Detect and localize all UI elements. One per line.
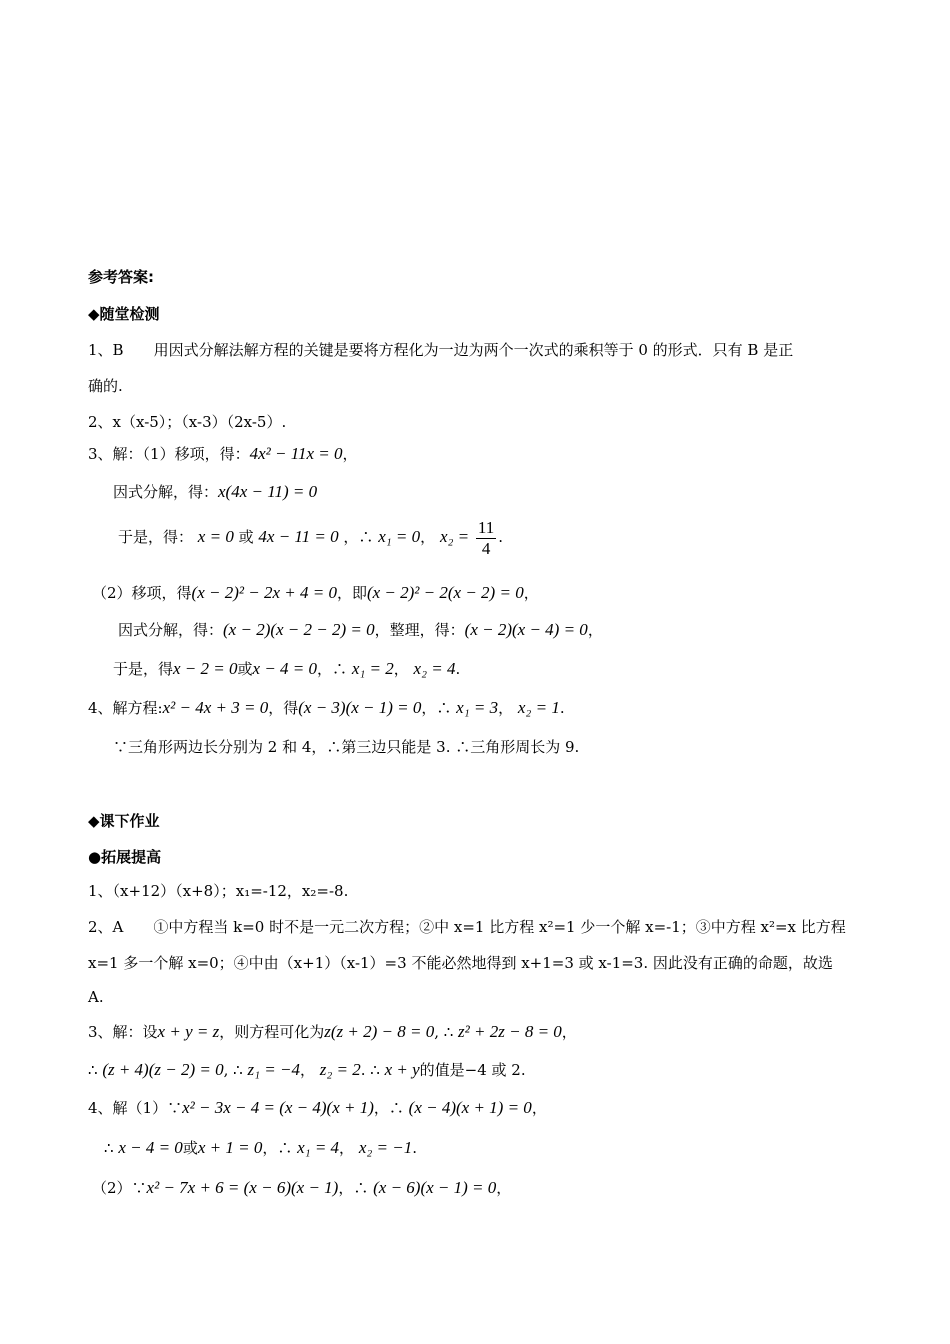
root-z1: z₁ = −4	[247, 1060, 300, 1079]
root-x1: x₁ = 2	[351, 659, 394, 678]
ext-answer-4-line-1: 4、解（1）∵x² − 3x − 4 = (x − 4)(x + 1)，∴ (x − 4)(x + 1) = 0，	[88, 1098, 547, 1117]
or-text: 或	[182, 1139, 198, 1157]
ext-answer-4-line-2: ∴ x − 4 = 0或x + 1 = 0，∴ x₁ = 4， x₂ = −1.	[104, 1138, 418, 1157]
equation: (z + 4)(z − 2) = 0	[102, 1060, 224, 1079]
equation: 4x − 11 = 0	[258, 527, 339, 547]
root-x2: x₂ = 1	[517, 698, 560, 717]
label: 因式分解，得：	[118, 621, 224, 639]
answer-3-part-2-line-1: （2）移项，得(x − 2)² − 2x + 4 = 0，即(x − 2)² − 2(x − 2) = 0，	[92, 583, 539, 602]
answer-3-part-2-line-2: 因式分解，得：(x − 2)(x − 2 − 2) = 0，整理，得：(x − 2)(x − 4) = 0，	[118, 620, 603, 639]
equation: x = 0	[197, 527, 234, 547]
equation: x + 1 = 0	[197, 1138, 263, 1157]
answer-1-line-2: 确的.	[88, 377, 123, 395]
ext-answer-2-line-1: 2、A ①中方程当 k=0 时不是一元二次方程；②中 x=1 比方程 x²=1 少一个解 x=-1；③中方程 x²=x 比方程	[88, 918, 846, 936]
root-x2-lhs: x₂ =	[439, 527, 470, 547]
fraction-numerator: 11	[477, 518, 495, 537]
label: 于是，得	[113, 660, 174, 678]
answer-4-line-2: ∵三角形两边长分别为 2 和 4，∴第三边只能是 3. ∴三角形周长为 9.	[113, 738, 580, 756]
answer-3-line-2	[113, 482, 317, 502]
or-text: 或	[237, 660, 253, 678]
label: 4、解方程:	[88, 699, 163, 717]
equation: x² − 4x + 3 = 0	[162, 698, 269, 717]
conclusion-text: 的值是−4 或 2.	[419, 1061, 526, 1079]
ext-answer-4-part-2-line-1: （2）∵x² − 7x + 6 = (x − 6)(x − 1)，∴ (x − 6)(x − 1) = 0，	[92, 1178, 512, 1197]
equation: x² − 7x + 6 = (x − 6)(x − 1)	[146, 1178, 339, 1197]
or-text: 或	[238, 528, 254, 547]
ext-answer-3-line-1: 3、解：设x + y = z，则方程可化为z(z + 2) − 8 = 0, ∴ z² + 2z − 8 = 0，	[88, 1022, 577, 1041]
equation: x(4x − 11) = 0	[218, 482, 318, 501]
label: （2）移项，得	[92, 584, 192, 602]
connector-text: ，即	[336, 584, 367, 602]
equation: x − 4 = 0	[118, 1138, 183, 1157]
answer-3-part-2-line-3: 于是，得x − 2 = 0或x − 4 = 0，∴ x₁ = 2， x₂ = 4.	[113, 659, 461, 678]
equation: z² + 2z − 8 = 0	[458, 1022, 562, 1041]
ext-answer-3-line-2: ∴ (z + 4)(z − 2) = 0, ∴ z₁ = −4， z₂ = 2. ∴ x + y的值是−4 或 2.	[88, 1060, 526, 1079]
section-heading-extension: ●拓展提高	[88, 848, 162, 866]
equation: (x − 2)² − 2x + 4 = 0	[191, 583, 337, 602]
equation: (x − 2)(x − 4) = 0	[464, 620, 588, 639]
connector-text: ，得	[268, 699, 299, 717]
root-x2: x₂ = 4	[413, 659, 456, 678]
fraction-11-over-4	[476, 518, 496, 558]
answer-2: 2、x（x-5）；（x-3）（2x-5）.	[88, 413, 287, 431]
expression-x-plus-y: x + y	[384, 1060, 420, 1079]
equation: (x − 3)(x − 1) = 0	[298, 698, 422, 717]
label: 3、解：设	[88, 1023, 158, 1041]
section-heading-in-class-test: ◆随堂检测	[88, 305, 160, 323]
equation: x + y = z	[157, 1022, 220, 1041]
equation: (x − 2)(x − 2 − 2) = 0	[223, 620, 375, 639]
ext-answer-2-line-2: x=1 多一个解 x=0；④中由（x+1）（x-1）=3 不能必然地得到 x+1=3 或 x-1=3. 因此没有正确的命题，故选	[88, 954, 833, 972]
label: 因式分解，得：	[113, 483, 219, 501]
answers-title: 参考答案:	[88, 268, 154, 286]
label: 4、解（1）∵	[88, 1099, 183, 1117]
root-x2: x₂ = −1	[358, 1138, 413, 1157]
equation: (x − 2)² − 2(x − 2) = 0	[366, 583, 524, 602]
label: 于是，得：	[118, 528, 194, 547]
answer-4-line-1: 4、解方程:x² − 4x + 3 = 0，得(x − 3)(x − 1) = 0，∴ x₁ = 3， x₂ = 1.	[88, 698, 565, 717]
answer-3-head: 3、解：（1）移项，得：	[88, 445, 250, 463]
answer-1-line-1: 1、B 用因式分解法解方程的关键是要将方程化为一边为两个一次式的乘积等于 0 的形式．只有 B 是正	[88, 341, 794, 359]
fraction-denominator: 4	[481, 538, 491, 558]
root-z2: z₂ = 2	[319, 1060, 361, 1079]
equation: x − 2 = 0	[173, 659, 238, 678]
equation: x − 4 = 0	[252, 659, 318, 678]
equation: (x − 4)(x + 1) = 0	[408, 1098, 532, 1117]
equation: 4x² − 11x = 0	[249, 444, 343, 463]
equation: x² − 3x − 4 = (x − 4)(x + 1)	[182, 1098, 374, 1117]
connector-text: ，则方程可化为	[219, 1023, 325, 1041]
root-x1: x₁ = 3	[456, 698, 499, 717]
root-x1: x₁ = 4	[297, 1138, 340, 1157]
connector-text: ，整理，得：	[374, 621, 465, 639]
ext-answer-2-line-3: A.	[88, 988, 104, 1006]
ext-answer-1: 1、（x+12）（x+8）；x₁=-12，x₂=-8.	[88, 882, 349, 900]
equation: z(z + 2) − 8 = 0	[324, 1022, 435, 1041]
root-x1: x₁ = 0	[378, 527, 421, 547]
equation: (x − 6)(x − 1) = 0	[373, 1178, 497, 1197]
answer-3-line-3: 于是，得： x = 0 或 4x − 11 = 0 ，∴ x₁ = 0， x₂ = $\frac{11}{4}$ .	[118, 518, 504, 558]
label: （2）∵	[92, 1179, 147, 1197]
answer-3-line-1: 3、解：（1）移项，得：4x² − 11x = 0，	[88, 444, 358, 463]
therefore-text: ，∴	[343, 528, 374, 547]
section-heading-homework: ◆课下作业	[88, 812, 160, 830]
